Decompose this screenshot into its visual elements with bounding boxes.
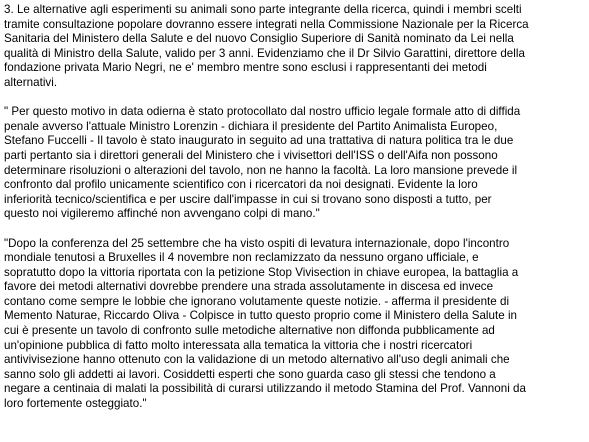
text-line: penale avverso l'attuale Ministro Lorenzin - dichiara il presidente del Partito Animalista Europeo, <box>4 119 498 133</box>
text-line: contano come sempre le lobbie che ignorano volutamente queste notizie. - afferma il presidente di <box>4 294 510 308</box>
text-line: sanno solo gli addetti ai lavori. Cosiddetti esperti che sono guarda caso gli stessi che tendono a <box>4 367 496 381</box>
text-line: " Per questo motivo in data odierna è stato protocollato dal nostro ufficio legale formale atto di diffida <box>4 105 521 119</box>
text-line: Sanitaria del Ministero della Salute e del nuovo Consiglio Superiore di Sanità nominato da Lei nella <box>4 32 514 46</box>
document-body <box>4 3 585 412</box>
text-line: tramite consultazione popolare dovranno essere integrati nella Commissione Nazionale per la Ricerca <box>4 17 529 31</box>
paragraph-quote-fuccelli <box>4 105 585 222</box>
text-line: confronto dal profilo unicamente scientifico con i ricercatori da noi designati. Evidente la loro <box>4 178 478 192</box>
text-line: Stefano Fuccelli - Il tavolo è stato inaugurato in seguito ad una trattativa di natura politica tra le due <box>4 134 514 148</box>
text-line: un'opinione pubblica di fatto molto interessata alla tematica la vittoria che i nostri ricercatori <box>4 338 473 352</box>
text-line: sopratutto dopo la vittoria riportata con la petizione Stop Vivisection in chiave europea, la battaglia a <box>4 265 519 279</box>
paragraph-point-3 <box>4 3 585 91</box>
text-line: cui è presente un tavolo di confronto sulle metodiche alternative non diffonda pubblicamente ad <box>4 324 495 338</box>
text-line: inferiorità tecnico/scientifica e per uscire dall'impasse in cui si trovano sono disposti a tutto, per <box>4 192 492 206</box>
text-line: antivivisezione hanno ottenuto con la validazione di un metodo alternativo all'uso degli animali che <box>4 353 510 367</box>
text-line: favore dei metodi alternativi dovrebbe prendere una strada assolutamente in discesa ed invece <box>4 280 494 294</box>
text-line: parti pertanto sia i direttori generali del Ministero che i vivisettori dell'ISS o dell'Aifa non possono <box>4 148 498 162</box>
text-line: 3. Le alternative agli esperimenti su animali sono parte integrante della ricerca, quindi i membri scelti <box>4 3 522 16</box>
text-line: fondazione privata Mario Negri, ne e' membro mentre sono esclusi i rappresentanti dei metodi <box>4 61 487 75</box>
text-line: loro fortemente osteggiato." <box>4 397 147 411</box>
text-line: negare a centinaia di malati la possibilità di curarsi utilizzando il metodo Stamina del Prof. Vannoni da <box>4 382 526 396</box>
paragraph-quote-oliva <box>4 237 585 412</box>
text-line: alternativi. <box>4 75 58 89</box>
text-line: Memento Naturae, Riccardo Oliva - Colpisce in tutto questo proprio come il Ministero della Salute in <box>4 309 518 323</box>
text-line: qualità di Ministro della Salute, valido per 3 anni. Evidenziamo che il Dr Silvio Garattini, direttore della <box>4 46 525 60</box>
text-line: determinare risoluzioni o alterazioni del tavolo, non ne hanno la facoltà. La loro mansione prevede il <box>4 163 518 177</box>
text-line: mondiale tenutosi a Bruxelles il 4 novembre non reclamizzato da nessuno organo ufficiale, e <box>4 251 479 265</box>
text-line: questo noi vigileremo affinché non avvengano colpi di mano." <box>4 207 320 221</box>
text-line: "Dopo la conferenza del 25 settembre che ha visto ospiti di levatura internazionale, dopo l'incontro <box>4 236 510 250</box>
